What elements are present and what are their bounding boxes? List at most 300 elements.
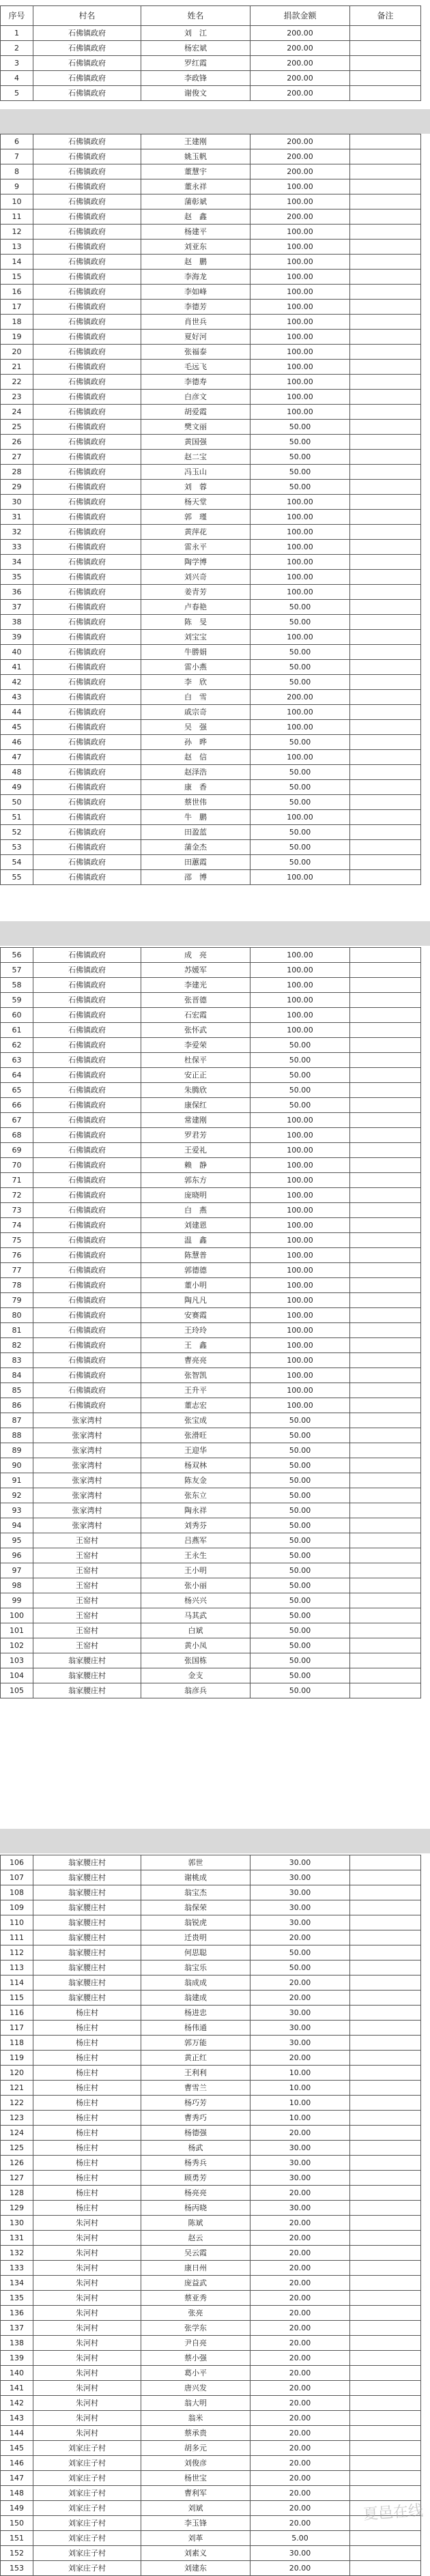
seq-cell: 87 — [1, 1413, 33, 1428]
remark-cell — [350, 2231, 421, 2246]
amount-cell: 100.00 — [250, 1113, 350, 1128]
table-row — [1, 1263, 421, 1278]
amount-cell: 50.00 — [250, 780, 350, 795]
seq-cell: 143 — [1, 2411, 33, 2426]
seq-cell: 112 — [1, 1945, 33, 1960]
amount-cell: 100.00 — [250, 1188, 350, 1203]
village-cell: 石佛镇政府 — [33, 660, 141, 675]
table-row — [1, 660, 421, 675]
donation-table — [0, 1855, 421, 2576]
amount-cell: 100.00 — [250, 1353, 350, 1368]
amount-cell: 200.00 — [250, 71, 350, 86]
village-cell: 朱河村 — [33, 2276, 141, 2291]
seq-cell: 6 — [1, 134, 33, 149]
name-cell: 张晋德 — [141, 993, 250, 1008]
name-cell: 庞益武 — [141, 2276, 250, 2291]
remark-cell — [350, 2216, 421, 2231]
name-cell: 白彦文 — [141, 390, 250, 405]
seq-cell: 60 — [1, 1008, 33, 1023]
village-cell: 石佛镇政府 — [33, 1248, 141, 1263]
table-row — [1, 2441, 421, 2456]
seq-cell: 38 — [1, 615, 33, 630]
village-cell: 石佛镇政府 — [33, 1398, 141, 1413]
name-cell: 张宝成 — [141, 1413, 250, 1428]
village-cell: 石佛镇政府 — [33, 1098, 141, 1113]
village-cell: 石佛镇政府 — [33, 270, 141, 285]
village-cell: 石佛镇政府 — [33, 1113, 141, 1128]
seq-cell: 108 — [1, 1885, 33, 1900]
remark-cell — [350, 1188, 421, 1203]
remark-cell — [350, 405, 421, 420]
name-cell: 蒲彰斌 — [141, 194, 250, 209]
table-row — [1, 2216, 421, 2231]
table-row — [1, 1158, 421, 1173]
amount-cell: 100.00 — [250, 255, 350, 270]
amount-cell: 20.00 — [250, 2186, 350, 2201]
village-cell: 石佛镇政府 — [33, 26, 141, 41]
amount-cell: 20.00 — [250, 2396, 350, 2411]
village-cell: 石佛镇政府 — [33, 1083, 141, 1098]
amount-cell: 100.00 — [250, 993, 350, 1008]
village-cell: 朱河村 — [33, 2396, 141, 2411]
name-cell: 赵 鹏 — [141, 255, 250, 270]
name-cell: 田盈蓝 — [141, 825, 250, 840]
village-cell: 朱河村 — [33, 2246, 141, 2261]
seq-cell: 126 — [1, 2156, 33, 2171]
village-cell: 石佛镇政府 — [33, 1053, 141, 1068]
remark-cell — [350, 194, 421, 209]
amount-cell: 100.00 — [250, 194, 350, 209]
amount-cell: 100.00 — [250, 1398, 350, 1413]
seq-cell: 8 — [1, 164, 33, 179]
seq-cell: 142 — [1, 2396, 33, 2411]
table-row — [1, 435, 421, 450]
village-cell: 石佛镇政府 — [33, 1173, 141, 1188]
table-row — [1, 2051, 421, 2066]
amount-cell: 20.00 — [250, 2501, 350, 2516]
amount-cell: 100.00 — [250, 978, 350, 993]
name-cell: 杨天堂 — [141, 495, 250, 510]
village-cell: 石佛镇政府 — [33, 735, 141, 750]
village-cell: 刘家庄子村 — [33, 2516, 141, 2531]
seq-cell: 113 — [1, 1960, 33, 1976]
seq-cell: 14 — [1, 255, 33, 270]
amount-cell: 50.00 — [250, 1413, 350, 1428]
village-cell: 王窑村 — [33, 1533, 141, 1548]
amount-cell: 100.00 — [250, 495, 350, 510]
remark-cell — [350, 390, 421, 405]
table-row — [1, 480, 421, 495]
village-cell: 翁家腰庄村 — [33, 1900, 141, 1915]
page-break — [0, 1829, 430, 1853]
name-cell: 曹利军 — [141, 2486, 250, 2501]
seq-cell: 79 — [1, 1293, 33, 1308]
name-cell: 蒲金杰 — [141, 840, 250, 855]
name-cell: 何思聪 — [141, 1945, 250, 1960]
village-cell: 杨庄村 — [33, 2051, 141, 2066]
donation-table — [0, 5, 421, 101]
amount-cell: 50.00 — [250, 1533, 350, 1548]
seq-cell: 27 — [1, 450, 33, 465]
amount-cell: 50.00 — [250, 1488, 350, 1503]
village-cell: 翁家腰庄村 — [33, 1991, 141, 2006]
remark-cell — [350, 1563, 421, 1578]
table-row — [1, 1383, 421, 1398]
seq-cell: 103 — [1, 1653, 33, 1668]
name-cell: 杨双林 — [141, 1458, 250, 1473]
remark-cell — [350, 465, 421, 480]
seq-cell: 104 — [1, 1668, 33, 1683]
village-cell: 石佛镇政府 — [33, 993, 141, 1008]
seq-cell: 145 — [1, 2441, 33, 2456]
village-cell: 杨庄村 — [33, 2126, 141, 2141]
amount-cell: 50.00 — [250, 855, 350, 870]
remark-cell — [350, 1413, 421, 1428]
table-row — [1, 1218, 421, 1233]
remark-cell — [350, 134, 421, 149]
name-cell: 吕燕军 — [141, 1533, 250, 1548]
remark-cell — [350, 1068, 421, 1083]
seq-cell: 85 — [1, 1383, 33, 1398]
village-cell: 石佛镇政府 — [33, 615, 141, 630]
amount-cell: 50.00 — [250, 840, 350, 855]
remark-cell — [350, 2111, 421, 2126]
name-cell: 董慧宇 — [141, 164, 250, 179]
seq-cell: 114 — [1, 1976, 33, 1991]
village-cell: 石佛镇政府 — [33, 600, 141, 615]
name-cell: 白斌 — [141, 1623, 250, 1638]
village-cell: 石佛镇政府 — [33, 675, 141, 690]
seq-cell: 65 — [1, 1083, 33, 1098]
table-row — [1, 1870, 421, 1885]
table-row — [1, 780, 421, 795]
name-cell: 杨进忠 — [141, 2006, 250, 2021]
village-cell: 石佛镇政府 — [33, 948, 141, 963]
village-cell: 石佛镇政府 — [33, 149, 141, 164]
remark-cell — [350, 1173, 421, 1188]
village-cell: 朱河村 — [33, 2381, 141, 2396]
remark-cell — [350, 1578, 421, 1593]
amount-cell: 20.00 — [250, 2051, 350, 2066]
name-cell: 刘秀芬 — [141, 1518, 250, 1533]
amount-cell: 20.00 — [250, 2456, 350, 2471]
seq-cell: 118 — [1, 2036, 33, 2051]
seq-cell: 35 — [1, 570, 33, 585]
remark-cell — [350, 1158, 421, 1173]
name-cell: 罗君芳 — [141, 1128, 250, 1143]
table-row — [1, 2546, 421, 2561]
amount-cell: 50.00 — [250, 1653, 350, 1668]
amount-cell: 100.00 — [250, 750, 350, 765]
remark-cell — [350, 525, 421, 540]
table-row — [1, 1855, 421, 1870]
amount-cell: 100.00 — [250, 1278, 350, 1293]
amount-cell: 50.00 — [250, 735, 350, 750]
table-row — [1, 630, 421, 645]
seq-cell: 106 — [1, 1855, 33, 1870]
name-cell: 蔡承贵 — [141, 2426, 250, 2441]
table-row — [1, 1683, 421, 1698]
village-cell: 张家湾村 — [33, 1443, 141, 1458]
amount-cell: 100.00 — [250, 1263, 350, 1278]
village-cell: 刘家庄子村 — [33, 2486, 141, 2501]
village-cell: 杨庄村 — [33, 2036, 141, 2051]
table-row — [1, 1023, 421, 1038]
table-row — [1, 1203, 421, 1218]
name-cell: 李政锋 — [141, 71, 250, 86]
table-row — [1, 948, 421, 963]
remark-cell — [350, 1915, 421, 1930]
name-cell: 杨世宝 — [141, 2471, 250, 2486]
village-cell: 杨庄村 — [33, 2021, 141, 2036]
seq-cell: 135 — [1, 2291, 33, 2306]
seq-cell: 133 — [1, 2261, 33, 2276]
name-cell: 赵云 — [141, 2231, 250, 2246]
name-cell: 陶学博 — [141, 555, 250, 570]
seq-cell: 37 — [1, 600, 33, 615]
name-cell: 夏好河 — [141, 330, 250, 345]
remark-cell — [350, 2246, 421, 2261]
amount-cell: 20.00 — [250, 2381, 350, 2396]
village-cell: 杨庄村 — [33, 2186, 141, 2201]
village-cell: 王窑村 — [33, 1623, 141, 1638]
table-row — [1, 1915, 421, 1930]
amount-cell: 50.00 — [250, 1443, 350, 1458]
village-cell: 石佛镇政府 — [33, 705, 141, 720]
seq-cell: 43 — [1, 690, 33, 705]
remark-cell — [350, 963, 421, 978]
village-cell: 石佛镇政府 — [33, 345, 141, 360]
village-cell: 石佛镇政府 — [33, 645, 141, 660]
amount-cell: 100.00 — [250, 525, 350, 540]
amount-cell: 100.00 — [250, 1008, 350, 1023]
name-cell: 安正正 — [141, 1068, 250, 1083]
table-row — [1, 1518, 421, 1533]
amount-cell: 100.00 — [250, 948, 350, 963]
table-row — [1, 1488, 421, 1503]
name-cell: 吴云霞 — [141, 2246, 250, 2261]
village-cell: 石佛镇政府 — [33, 1278, 141, 1293]
name-cell: 李德芳 — [141, 300, 250, 315]
seq-cell: 1 — [1, 26, 33, 41]
seq-cell: 44 — [1, 705, 33, 720]
name-cell: 翁宝乐 — [141, 1960, 250, 1976]
remark-cell — [350, 1668, 421, 1683]
seq-cell: 132 — [1, 2246, 33, 2261]
table-row — [1, 164, 421, 179]
village-cell: 石佛镇政府 — [33, 1203, 141, 1218]
seq-cell: 90 — [1, 1458, 33, 1473]
table-row — [1, 209, 421, 225]
village-cell: 石佛镇政府 — [33, 555, 141, 570]
amount-cell: 10.00 — [250, 2096, 350, 2111]
village-cell: 杨庄村 — [33, 2066, 141, 2081]
remark-cell — [350, 555, 421, 570]
table-row — [1, 2111, 421, 2126]
village-cell: 石佛镇政府 — [33, 360, 141, 375]
amount-cell: 50.00 — [250, 1473, 350, 1488]
table-row — [1, 405, 421, 420]
amount-cell: 50.00 — [250, 1518, 350, 1533]
amount-cell: 20.00 — [250, 2366, 350, 2381]
village-cell: 石佛镇政府 — [33, 405, 141, 420]
remark-cell — [350, 360, 421, 375]
name-cell: 翁彦兵 — [141, 1683, 250, 1698]
seq-cell: 36 — [1, 585, 33, 600]
name-cell: 翁保荣 — [141, 1900, 250, 1915]
seq-cell: 51 — [1, 810, 33, 825]
table-row — [1, 1945, 421, 1960]
name-cell: 胡爱霞 — [141, 405, 250, 420]
name-cell: 翁大明 — [141, 2396, 250, 2411]
amount-cell: 100.00 — [250, 1023, 350, 1038]
village-cell: 石佛镇政府 — [33, 435, 141, 450]
village-cell: 石佛镇政府 — [33, 1308, 141, 1323]
amount-cell: 100.00 — [250, 555, 350, 570]
remark-cell — [350, 2456, 421, 2471]
name-cell: 赵 信 — [141, 750, 250, 765]
amount-cell: 30.00 — [250, 2171, 350, 2186]
amount-cell: 50.00 — [250, 450, 350, 465]
table-row — [1, 1960, 421, 1976]
village-cell: 石佛镇政府 — [33, 570, 141, 585]
seq-cell: 125 — [1, 2141, 33, 2156]
amount-cell: 50.00 — [250, 1960, 350, 1976]
seq-cell: 50 — [1, 795, 33, 810]
amount-cell: 100.00 — [250, 1293, 350, 1308]
seq-cell: 58 — [1, 978, 33, 993]
amount-cell: 30.00 — [250, 2006, 350, 2021]
table-row — [1, 510, 421, 525]
amount-cell: 50.00 — [250, 420, 350, 435]
amount-cell: 100.00 — [250, 630, 350, 645]
village-cell: 石佛镇政府 — [33, 585, 141, 600]
amount-cell: 50.00 — [250, 1038, 350, 1053]
name-cell: 张智凯 — [141, 1368, 250, 1383]
seq-cell: 3 — [1, 56, 33, 71]
village-cell: 石佛镇政府 — [33, 1143, 141, 1158]
village-cell: 翁家腰庄村 — [33, 1976, 141, 1991]
seq-cell: 109 — [1, 1900, 33, 1915]
village-cell: 石佛镇政府 — [33, 390, 141, 405]
village-cell: 石佛镇政府 — [33, 285, 141, 300]
table-row — [1, 240, 421, 255]
seq-cell: 17 — [1, 300, 33, 315]
amount-cell: 100.00 — [250, 225, 350, 240]
remark-cell — [350, 2561, 421, 2576]
village-cell: 石佛镇政府 — [33, 450, 141, 465]
name-cell: 石宏霞 — [141, 1008, 250, 1023]
table-row — [1, 1083, 421, 1098]
name-cell: 董志宏 — [141, 1398, 250, 1413]
remark-cell — [350, 735, 421, 750]
name-cell: 王建刚 — [141, 134, 250, 149]
amount-cell: 50.00 — [250, 795, 350, 810]
seq-cell: 42 — [1, 675, 33, 690]
seq-cell: 18 — [1, 315, 33, 330]
name-cell: 安赛霞 — [141, 1308, 250, 1323]
village-cell: 石佛镇政府 — [33, 525, 141, 540]
remark-cell — [350, 825, 421, 840]
table-row — [1, 855, 421, 870]
table-row — [1, 26, 421, 41]
table-row — [1, 978, 421, 993]
amount-cell: 100.00 — [250, 270, 350, 285]
remark-cell — [350, 1638, 421, 1653]
remark-cell — [350, 2006, 421, 2021]
name-cell: 翁成成 — [141, 1976, 250, 1991]
village-cell: 石佛镇政府 — [33, 750, 141, 765]
remark-cell — [350, 1518, 421, 1533]
village-cell: 石佛镇政府 — [33, 134, 141, 149]
amount-cell: 50.00 — [250, 1428, 350, 1443]
name-cell: 杨宏斌 — [141, 41, 250, 56]
amount-cell: 100.00 — [250, 540, 350, 555]
village-cell: 杨庄村 — [33, 2171, 141, 2186]
seq-cell: 73 — [1, 1203, 33, 1218]
amount-cell: 50.00 — [250, 1668, 350, 1683]
name-cell: 翁宝杰 — [141, 1885, 250, 1900]
seq-cell: 72 — [1, 1188, 33, 1203]
table-row — [1, 330, 421, 345]
name-cell: 王小明 — [141, 1563, 250, 1578]
remark-cell — [350, 1398, 421, 1413]
seq-cell: 127 — [1, 2171, 33, 2186]
donation-table — [0, 947, 421, 1698]
seq-cell: 140 — [1, 2366, 33, 2381]
table-row — [1, 1173, 421, 1188]
name-cell: 张国栋 — [141, 1653, 250, 1668]
remark-cell — [350, 2411, 421, 2426]
village-cell: 石佛镇政府 — [33, 315, 141, 330]
table-row — [1, 600, 421, 615]
name-cell: 张亮 — [141, 2306, 250, 2321]
table-row — [1, 540, 421, 555]
amount-cell: 50.00 — [250, 435, 350, 450]
amount-cell: 20.00 — [250, 2231, 350, 2246]
village-cell: 杨庄村 — [33, 2096, 141, 2111]
table-row — [1, 1900, 421, 1915]
amount-cell: 100.00 — [250, 300, 350, 315]
table-row — [1, 2381, 421, 2396]
seq-cell: 41 — [1, 660, 33, 675]
village-cell: 石佛镇政府 — [33, 690, 141, 705]
amount-cell: 50.00 — [250, 675, 350, 690]
name-cell: 杨兴兴 — [141, 1593, 250, 1608]
table-row — [1, 2246, 421, 2261]
table-row — [1, 2036, 421, 2051]
table-row — [1, 71, 421, 86]
table-row — [1, 1428, 421, 1443]
remark-cell — [350, 480, 421, 495]
seq-cell: 21 — [1, 360, 33, 375]
remark-cell — [350, 1945, 421, 1960]
amount-cell: 200.00 — [250, 164, 350, 179]
village-cell: 石佛镇政府 — [33, 209, 141, 225]
table-row — [1, 225, 421, 240]
amount-cell: 30.00 — [250, 2036, 350, 2051]
remark-cell — [350, 1098, 421, 1113]
village-cell: 石佛镇政府 — [33, 1368, 141, 1383]
name-cell: 陶永祥 — [141, 1503, 250, 1518]
remark-cell — [350, 1608, 421, 1623]
table-row — [1, 270, 421, 285]
name-cell: 白 燕 — [141, 1203, 250, 1218]
remark-cell — [350, 615, 421, 630]
seq-cell: 152 — [1, 2546, 33, 2561]
village-cell: 刘家庄子村 — [33, 2561, 141, 2576]
remark-cell — [350, 240, 421, 255]
